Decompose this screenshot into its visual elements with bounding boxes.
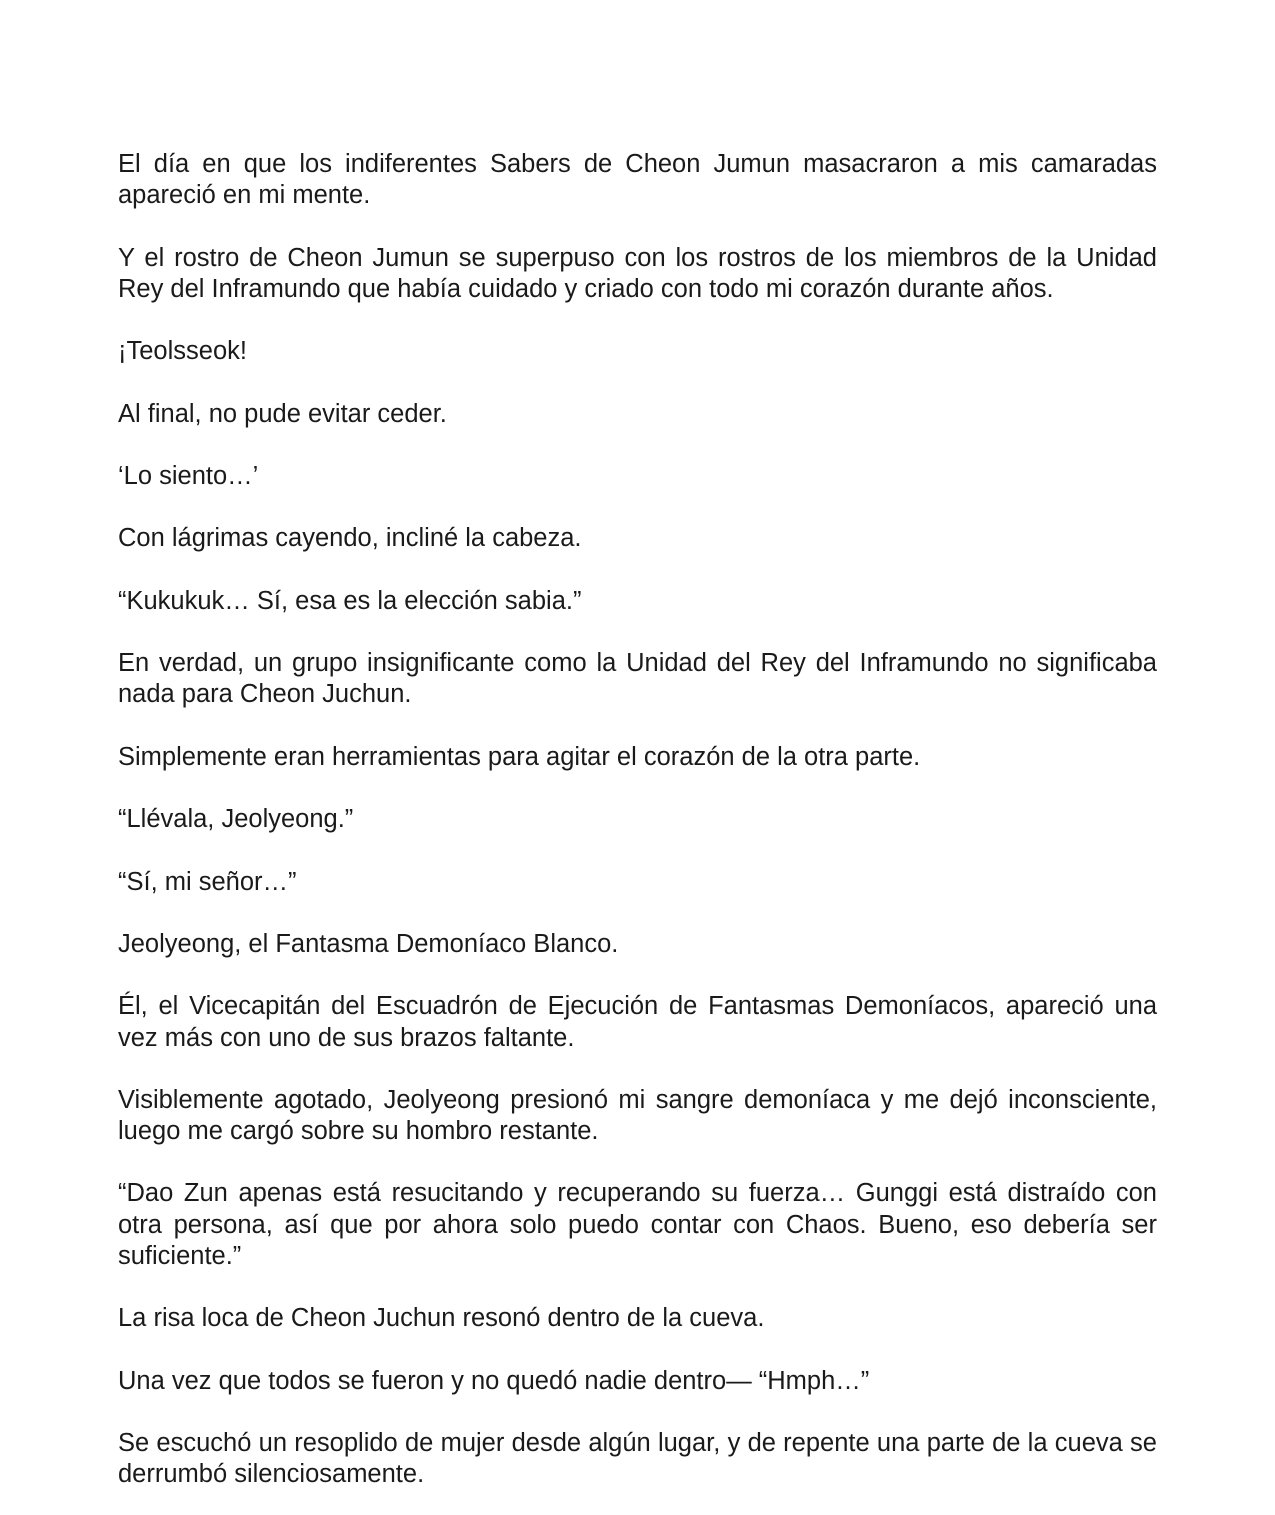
paragraph: Y el rostro de Cheon Jumun se superpuso con los rostros de los miembros de la Unidad Rey del Inframundo que había cuidado y criado con todo mi corazón durante años. — [118, 243, 1157, 303]
paragraph: ‘Lo siento…’ — [118, 461, 259, 490]
paragraph: Visiblemente agotado, Jeolyeong presionó mi sangre demoníaca y me dejó inconsciente, luego me cargó sobre su hombro restante. — [118, 1085, 1157, 1146]
paragraph: Al final, no pude evitar ceder. — [118, 399, 447, 428]
paragraph: La risa loca de Cheon Juchun resonó dentro de la cueva. — [118, 1304, 765, 1333]
paragraph: “Kukukuk… Sí, esa es la elección sabia.” — [118, 586, 582, 615]
paragraph: Jeolyeong, el Fantasma Demoníaco Blanco. — [118, 929, 619, 958]
paragraph: Simplemente eran herramientas para agitar el corazón de la otra parte. — [118, 742, 921, 771]
paragraph: Se escuchó un resoplido de mujer desde algún lugar, y de repente una parte de la cueva se derrumbó silenciosamente. — [118, 1429, 1157, 1489]
paragraph: En verdad, un grupo insignificante como la Unidad del Rey del Inframundo no significaba nada para Cheon Juchun. — [118, 649, 1157, 709]
paragraph: “Sí, mi señor…” — [118, 867, 297, 896]
paragraph: Una vez que todos se fueron y no quedó nadie dentro— “Hmph…” — [118, 1366, 870, 1395]
paragraph: Él, el Vicecapitán del Escuadrón de Ejecución de Fantasmas Demoníacos, apareció una vez más con uno de sus brazos faltante. — [118, 992, 1157, 1052]
document-body — [118, 149, 1157, 1490]
paragraph: El día en que los indiferentes Sabers de Cheon Jumun masacraron a mis camaradas apareció en mi mente. — [118, 150, 1157, 210]
paragraph: ¡Teolsseok! — [118, 337, 247, 366]
paragraph: Con lágrimas cayendo, incliné la cabeza. — [118, 524, 582, 553]
paragraph: “Dao Zun apenas está resucitando y recuperando su fuerza… Gunggi está distraído con otra persona, así que por ahora solo puedo contar con Chaos. Bueno, eso debería ser suficiente.” — [118, 1179, 1157, 1270]
paragraph: “Llévala, Jeolyeong.” — [118, 805, 354, 834]
